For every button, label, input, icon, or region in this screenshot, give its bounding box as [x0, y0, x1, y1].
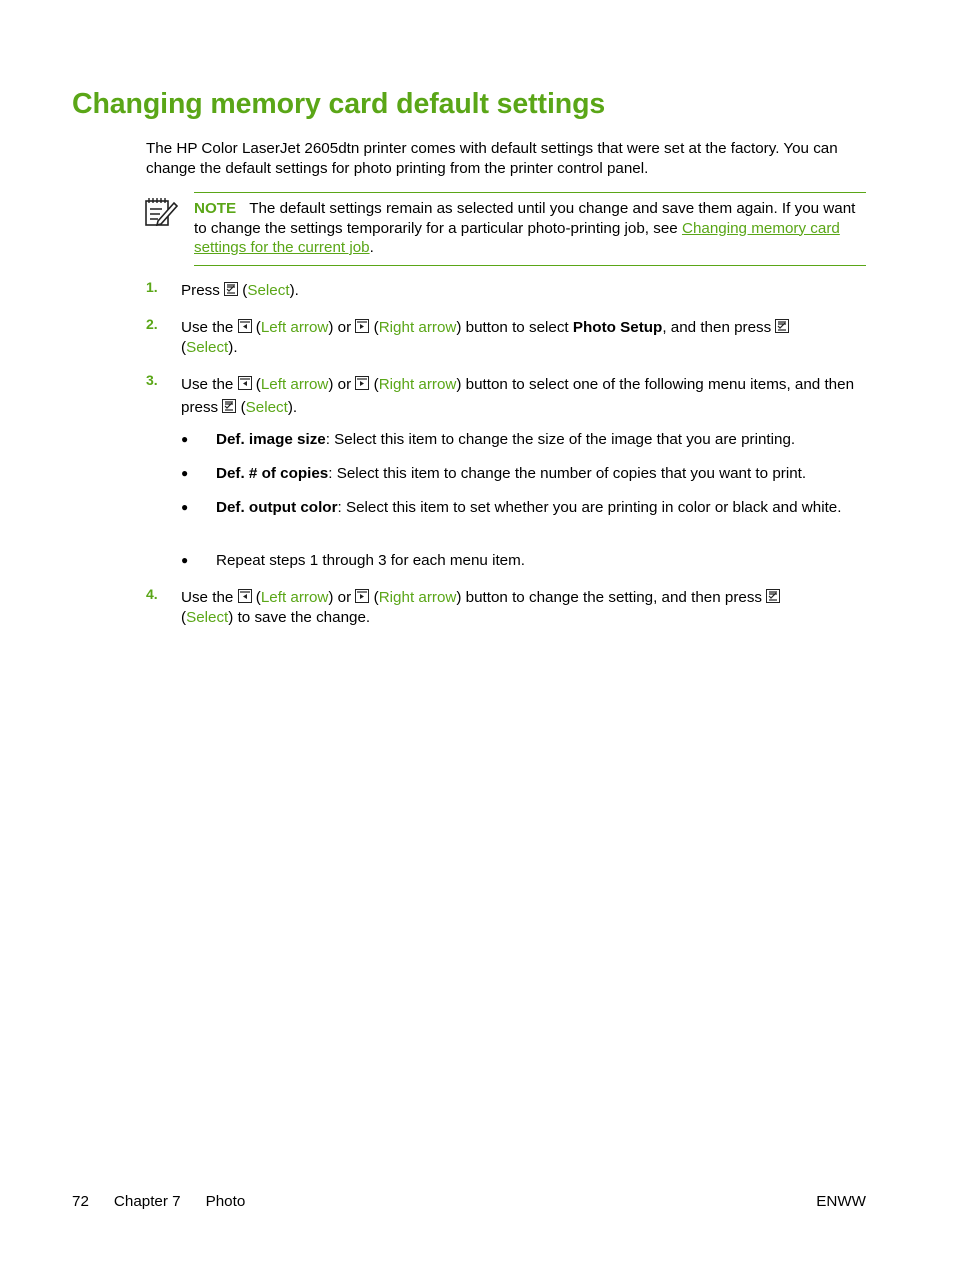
- step-word: to save the change.: [237, 608, 371, 626]
- step-number: 1.: [146, 279, 158, 295]
- list-item-text: [216, 430, 866, 450]
- select-label: Select: [245, 398, 288, 416]
- step-word: Use the: [181, 589, 234, 606]
- list-item-text: [216, 498, 866, 518]
- step-number: 3.: [146, 372, 158, 388]
- note-icon: [144, 194, 178, 228]
- page-number: 72: [72, 1193, 89, 1210]
- footer-chapter: Chapter 7: [113, 1193, 181, 1210]
- note-link[interactable]: Changing memory card settings for the current job: [194, 219, 840, 256]
- step-word: or: [337, 319, 352, 336]
- footer-left: [72, 1193, 270, 1210]
- note-text: [194, 199, 866, 258]
- left-arrow-label: Left arrow: [260, 589, 329, 606]
- list-item-text: [216, 551, 866, 571]
- select-button-icon: [766, 589, 780, 603]
- note-end: .: [369, 239, 374, 256]
- footer-right: ENWW: [816, 1193, 866, 1210]
- intro-paragraph: The HP Color LaserJet 2605dtn printer comes with default settings that were set at the factory. You can change the default settings for photo printing from the printer control panel.: [146, 140, 838, 177]
- bullet-icon: ●: [181, 466, 189, 480]
- note-body: The default settings remain as selected until you change and save them again. If you want to change the settings temporarily for a particular photo-printing job, see: [194, 200, 856, 237]
- step-number: 4.: [146, 586, 158, 602]
- bullet-icon: ●: [181, 500, 189, 514]
- select-label: Select: [247, 282, 290, 299]
- step-word: or: [337, 376, 352, 393]
- right-arrow-label: Right arrow: [378, 319, 457, 336]
- photo-setup-term: Photo Setup: [572, 319, 663, 336]
- bullet-icon: ●: [181, 553, 189, 567]
- left-arrow-label: Left arrow: [260, 376, 329, 393]
- left-arrow-button-icon: [238, 589, 252, 603]
- bullet-term: Def. image size: [216, 431, 326, 448]
- right-arrow-label: Right arrow: [378, 589, 457, 606]
- bullet-desc: Repeat steps 1 through 3 for each menu item.: [216, 552, 525, 569]
- left-arrow-label: Left arrow: [260, 319, 329, 336]
- step-word: button to change the setting, and then press: [465, 589, 763, 606]
- bullet-term: Def. output color: [216, 499, 338, 516]
- bullet-desc: : Select this item to set whether you are printing in color or black and white.: [337, 499, 842, 516]
- select-label: Select: [186, 608, 229, 626]
- step-text: Use the (Left arrow) or (Right arrow) button to select Photo Setup, and then press (Select).: [181, 318, 866, 357]
- step-word: or: [337, 589, 352, 606]
- step-word: , and then press: [662, 319, 772, 336]
- step-text: Use the (Left arrow) or (Right arrow) button to change the setting, and then press (Select) to save the change.: [181, 588, 866, 627]
- left-arrow-button-icon: [238, 319, 252, 333]
- step-number: 2.: [146, 316, 158, 332]
- step-text: Press (Select).: [181, 282, 299, 299]
- right-arrow-button-icon: [355, 319, 369, 333]
- note-box: [194, 192, 866, 266]
- step-word: Press: [181, 282, 220, 299]
- right-arrow-button-icon: [355, 376, 369, 390]
- step-word: Use the: [181, 376, 234, 393]
- left-arrow-button-icon: [238, 376, 252, 390]
- footer-section: Photo: [205, 1193, 246, 1210]
- select-label: Select: [186, 338, 229, 356]
- step-word: Use the: [181, 319, 234, 336]
- page-title: Changing memory card default settings: [72, 88, 606, 120]
- select-button-icon: [224, 282, 238, 296]
- right-arrow-button-icon: [355, 589, 369, 603]
- note-label: NOTE: [194, 200, 237, 217]
- step-text: Use the (Left arrow) or (Right arrow) button to select one of the following menu items, and then press (Select).: [181, 376, 855, 416]
- step-word: button to select one of the following menu items, and then press: [181, 376, 855, 416]
- select-button-icon: [222, 399, 236, 413]
- step-word: button to select: [465, 319, 569, 336]
- list-item-text: [216, 464, 866, 484]
- bullet-term: Def. # of copies: [216, 465, 329, 482]
- bullet-desc: : Select this item to change the size of the image that you are printing.: [325, 431, 796, 448]
- right-arrow-label: Right arrow: [378, 376, 457, 393]
- bullet-desc: : Select this item to change the number of copies that you want to print.: [328, 465, 807, 482]
- bullet-icon: ●: [181, 432, 189, 446]
- select-button-icon: [775, 319, 789, 333]
